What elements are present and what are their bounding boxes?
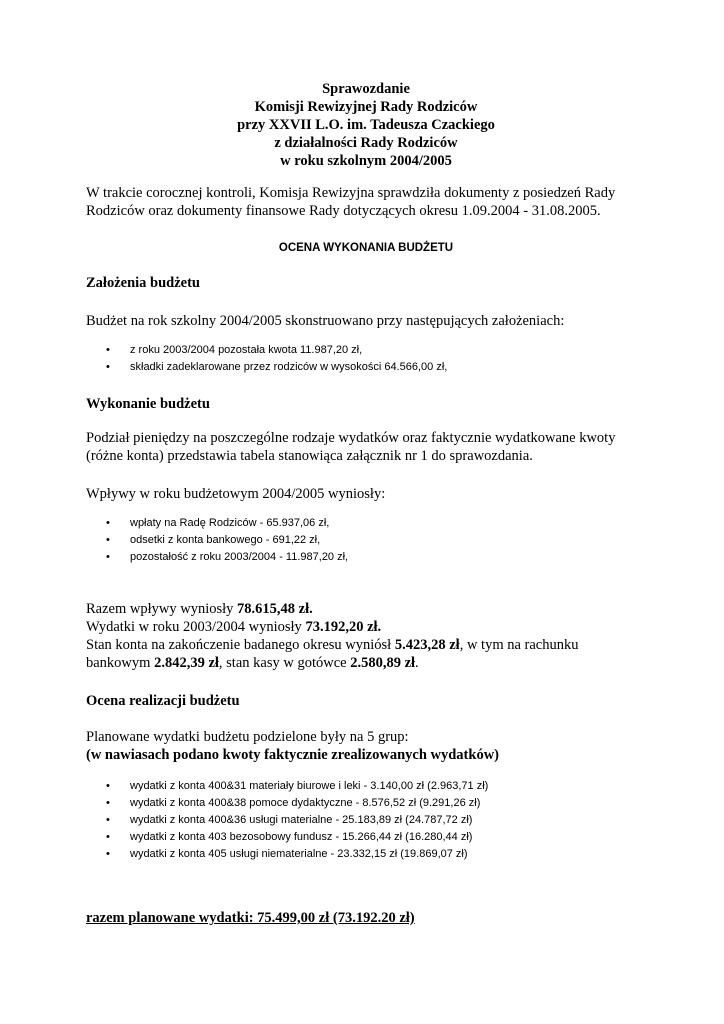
- bullet-icon: •: [106, 344, 110, 356]
- summary-expense-value: 73.192,20 zł.: [305, 619, 382, 635]
- bullet-icon: •: [106, 361, 110, 373]
- realization-heading: Ocena realizacji budżetu: [86, 693, 240, 709]
- assumptions-text: Budżet na rok szkolny 2004/2005 skonstruowano przy następujących założeniach:: [86, 313, 565, 329]
- bullet-icon: •: [106, 551, 110, 563]
- realization-list: [86, 778, 646, 863]
- bullet-icon: •: [106, 780, 110, 792]
- budget-heading: OCENA WYKONANIA BUDŻETU: [278, 242, 454, 254]
- list-item-text: składki zadeklarowane przez rodziców w wysokości 64.566,00 zł,: [130, 361, 448, 373]
- list-item-text: wpłaty na Radę Rodziców - 65.937,06 zł,: [130, 517, 330, 529]
- bullet-icon: •: [106, 517, 110, 529]
- summary-cash-value: 2.580,89 zł: [350, 655, 416, 671]
- list-item: [86, 359, 646, 376]
- list-item: [86, 549, 646, 566]
- summary-expense: [86, 618, 646, 636]
- total-planned: razem planowane wydatki: 75.499,00 zł (73.192.20 zł): [86, 910, 415, 926]
- execution-line-2: (różne konta) przedstawia tabela stanowiąca załącznik nr 1 do sprawozdania.: [86, 448, 533, 464]
- report-title: [86, 80, 646, 170]
- list-item: [86, 515, 646, 532]
- income-intro: Wpływy w roku budżetowym 2004/2005 wyniosły:: [86, 486, 386, 502]
- intro-line-2: Rodziców oraz dokumenty finansowe Rady dotyczących okresu 1.09.2004 - 31.08.2005.: [86, 203, 601, 219]
- summary-cash-label: , stan kasy w gotówce: [218, 655, 351, 671]
- list-item-text: pozostałość z roku 2003/2004 - 11.987,20 zł,: [130, 551, 349, 563]
- summary-expense-label: Wydatki w roku 2003/2004 wyniosły: [86, 619, 306, 635]
- execution-line-1: Podział pieniędzy na poszczególne rodzaje wydatków oraz faktycznie wydatkowane kwoty: [86, 430, 616, 446]
- summary-balance: [86, 636, 646, 654]
- list-item-text: wydatki z konta 400&38 pomoce dydaktyczne - 8.576,52 zł (9.291,26 zł): [130, 797, 481, 809]
- summary-income-value: 78.615,48 zł.: [237, 601, 313, 617]
- execution-paragraph: [86, 429, 646, 465]
- bullet-icon: •: [106, 814, 110, 826]
- title-line-2: Komisji Rewizyjnej Rady Rodziców: [254, 99, 478, 115]
- bullet-icon: •: [106, 848, 110, 860]
- realization-line-2: (w nawiasach podano kwoty faktycznie zrealizowanych wydatków): [86, 747, 499, 763]
- list-item-text: z roku 2003/2004 pozostała kwota 11.987,20 zł,: [130, 344, 363, 356]
- summary-balance-value: 5.423,28 zł: [394, 637, 460, 653]
- summary-income: [86, 600, 646, 618]
- list-item-text: odsetki z konta bankowego - 691,22 zł,: [130, 534, 321, 546]
- title-line-3: przy XXVII L.O. im. Tadeusza Czackiego: [237, 117, 495, 133]
- bullet-icon: •: [106, 797, 110, 809]
- assumptions-heading: Założenia budżetu: [86, 275, 200, 291]
- document-page: [86, 80, 646, 927]
- title-line-1: Sprawozdanie: [322, 81, 410, 97]
- realization-paragraph: [86, 728, 646, 764]
- bullet-icon: •: [106, 534, 110, 546]
- list-item: [86, 829, 646, 846]
- list-item: [86, 342, 646, 359]
- summary-balance-label: Stan konta na zakończenie badanego okresu wyniósł: [86, 637, 395, 653]
- list-item: [86, 812, 646, 829]
- list-item: [86, 778, 646, 795]
- list-item: [86, 795, 646, 812]
- list-item-text: wydatki z konta 405 usługi niematerialne - 23.332,15 zł (19.869,07 zł): [130, 848, 468, 860]
- summary-balance-suffix: , w tym na rachunku: [459, 637, 579, 653]
- summary-income-label: Razem wpływy wyniosły: [86, 601, 238, 617]
- intro-line-1: W trakcie corocznej kontroli, Komisja Rewizyjna sprawdziła dokumenty z posiedzeń Rady: [86, 185, 616, 201]
- summary-end: .: [415, 655, 419, 671]
- income-list: [86, 515, 646, 566]
- list-item-text: wydatki z konta 403 bezosobowy fundusz - 15.266,44 zł (16.280,44 zł): [130, 831, 473, 843]
- bullet-icon: •: [106, 831, 110, 843]
- title-line-4: z działalności Rady Rodziców: [274, 135, 458, 151]
- title-line-5: w roku szkolnym 2004/2005: [280, 153, 452, 169]
- assumptions-list: [86, 342, 646, 376]
- list-item: [86, 846, 646, 863]
- realization-line-1: Planowane wydatki budżetu podzielone były na 5 grup:: [86, 729, 409, 745]
- summary-paragraph: [86, 600, 646, 672]
- summary-bank: [86, 654, 646, 672]
- summary-bank-value: 2.842,39 zł: [154, 655, 219, 671]
- execution-heading: Wykonanie budżetu: [86, 396, 210, 412]
- list-item: [86, 532, 646, 549]
- intro-paragraph: [86, 184, 646, 220]
- list-item-text: wydatki z konta 400&36 usługi materialne - 25.183,89 zł (24.787,72 zł): [130, 814, 473, 826]
- list-item-text: wydatki z konta 400&31 materiały biurowe i leki - 3.140,00 zł (2.963,71 zł): [130, 780, 489, 792]
- summary-bank-label: bankowym: [86, 655, 155, 671]
